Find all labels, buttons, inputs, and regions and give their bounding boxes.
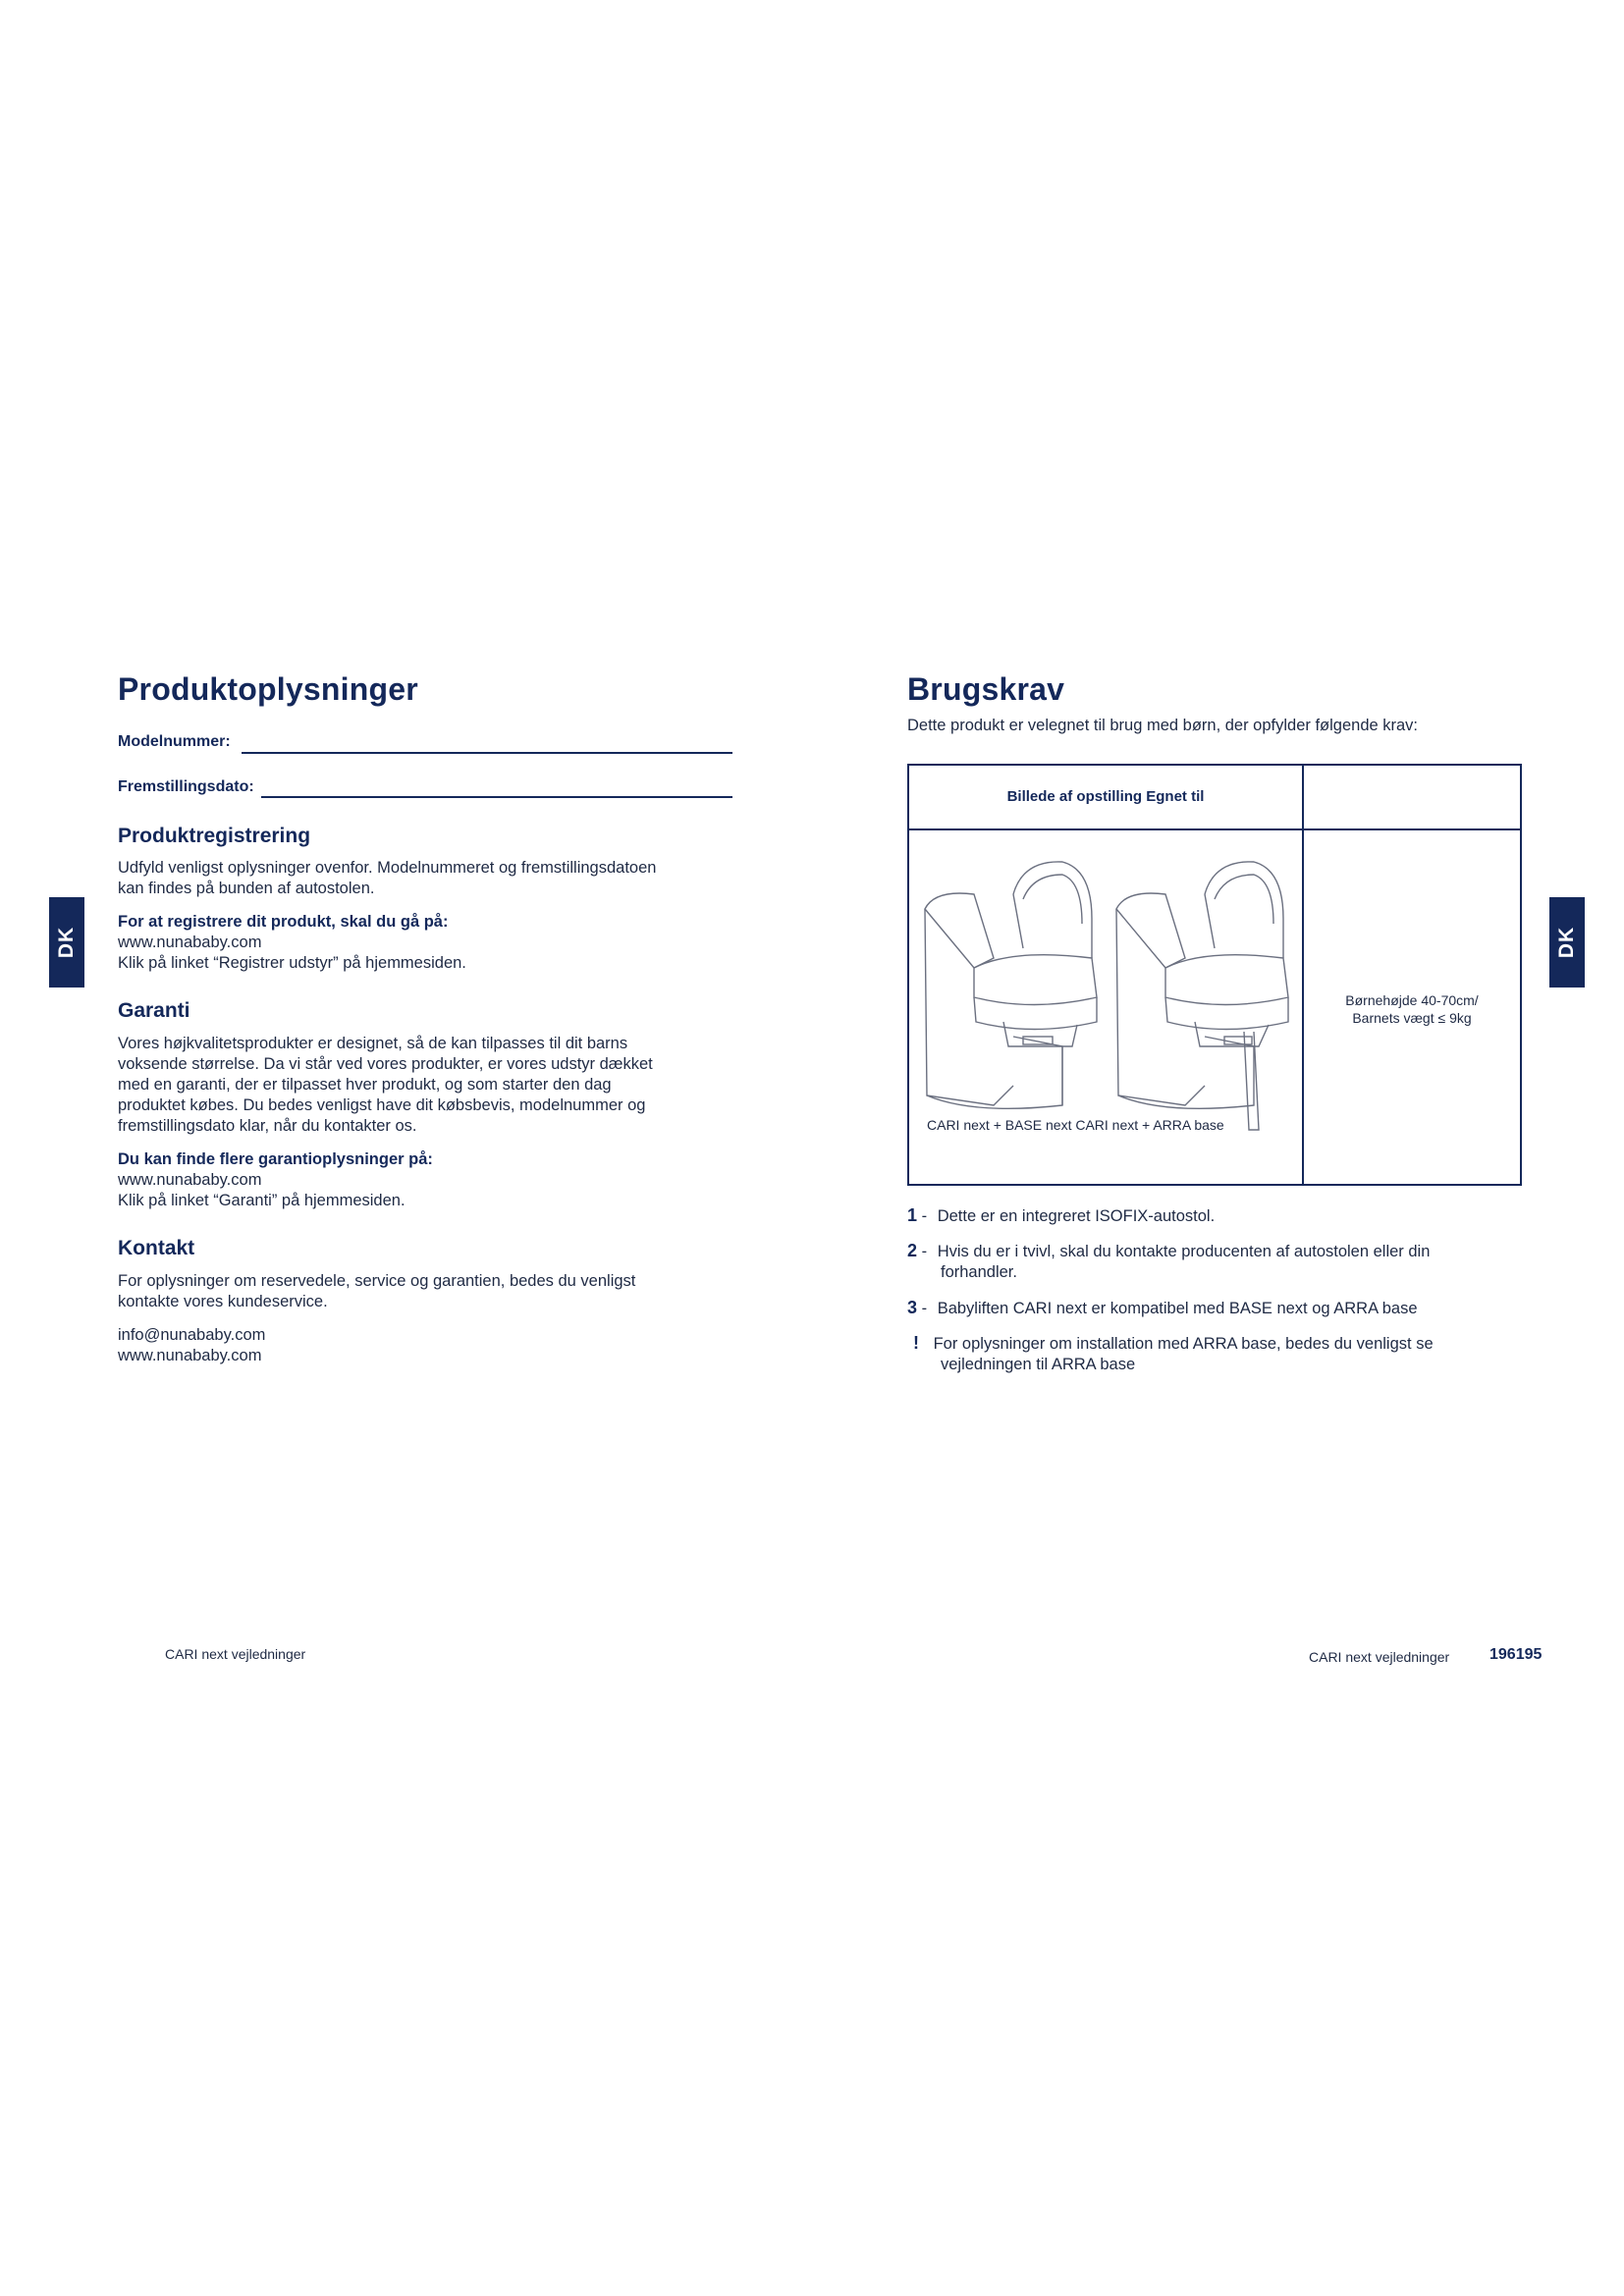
language-tab-label: DK <box>1555 926 1578 959</box>
note-separator: - <box>921 1243 928 1260</box>
text-line: For oplysninger om reservedele, service og garantien, bedes du venligst <box>118 1272 636 1290</box>
registration-heading: Produktregistrering <box>118 825 311 847</box>
note-text: Babyliften CARI next er kompatibel med BASE next og ARRA base <box>937 1300 1418 1317</box>
contact-email-link[interactable]: info@nunababy.com <box>118 1326 266 1344</box>
note-text-continued: forhandler. <box>941 1263 1017 1281</box>
intro-text: Dette produkt er velegnet til brug med børn, der opfylder følgende krav: <box>907 717 1419 734</box>
note-item-2 <box>907 1241 1430 1283</box>
manufacture-date-label: Fremstillingsdato: <box>118 778 254 795</box>
warranty-cta: Du kan finde flere garantioplysninger på: <box>118 1150 433 1168</box>
model-number-label: Modelnummer: <box>118 733 231 750</box>
footer-right: CARI next vejledninger <box>1309 1649 1450 1665</box>
note-text: Dette er en integreret ISOFIX-autostol. <box>937 1207 1216 1225</box>
table-header-empty-cell <box>1303 765 1521 829</box>
text-line: fremstillingsdato klar, når du kontakter os. <box>118 1117 417 1135</box>
language-tab-label: DK <box>55 926 78 959</box>
car-seat-illustration-icon <box>915 850 1308 1145</box>
note-item-warning <box>913 1333 1434 1375</box>
contact-url-link[interactable]: www.nunababy.com <box>118 1347 262 1364</box>
text-line: kontakte vores kundeservice. <box>118 1293 328 1310</box>
note-item-1 <box>907 1205 1215 1227</box>
contact-heading: Kontakt <box>118 1237 195 1259</box>
page-title-right: Brugskrav <box>907 671 1065 707</box>
warranty-link-hint: Klik på linket “Garanti” på hjemmesiden. <box>118 1192 406 1209</box>
language-tab-left <box>49 897 84 988</box>
requirement-text <box>1304 991 1520 1027</box>
table-header-text: Billede af opstilling Egnet til <box>1006 788 1205 805</box>
note-number: 2 <box>907 1241 918 1260</box>
warranty-url-link[interactable]: www.nunababy.com <box>118 1171 262 1189</box>
text-line: med en garanti, der er tilpasset hver produkt, og som starter den dag <box>118 1076 612 1094</box>
registration-cta: For at registrere dit produkt, skal du gå på: <box>118 913 449 931</box>
manufacture-date-field[interactable] <box>261 796 732 798</box>
page-number: 196195 <box>1489 1646 1543 1663</box>
registration-link-hint: Klik på linket “Registrer udstyr” på hjemmesiden. <box>118 954 466 972</box>
requirement-cell <box>1303 829 1521 1185</box>
table-header-cell <box>908 765 1303 829</box>
registration-url-link[interactable]: www.nunababy.com <box>118 934 262 951</box>
registration-text <box>118 858 656 899</box>
warranty-text <box>118 1034 653 1137</box>
note-text: Hvis du er i tvivl, skal du kontakte producenten af autostolen eller din <box>937 1243 1431 1260</box>
footer-left: CARI next vejledninger <box>165 1646 306 1662</box>
illustration-cell <box>908 829 1303 1185</box>
requirement-weight: Barnets vægt ≤ 9kg <box>1352 1010 1472 1026</box>
text-line: Vores højkvalitetsprodukter er designet, så de kan tilpasses til dit barns <box>118 1035 628 1052</box>
text-line: voksende størrelse. Da vi står ved vores produkter, er vores udstyr dækket <box>118 1055 653 1073</box>
warning-icon: ! <box>913 1333 919 1353</box>
illustration-caption: CARI next + BASE next CARI next + ARRA base <box>927 1117 1224 1133</box>
page-title: Produktoplysninger <box>118 671 418 707</box>
model-number-field[interactable] <box>242 752 732 754</box>
contact-links <box>118 1325 265 1366</box>
text-line: kan findes på bunden af autostolen. <box>118 880 375 897</box>
warranty-heading: Garanti <box>118 999 190 1022</box>
note-number: 1 <box>907 1205 918 1225</box>
note-text-continued: vejledningen til ARRA base <box>941 1356 1136 1373</box>
registration-cta-block <box>118 912 466 974</box>
requirements-table <box>907 764 1522 1186</box>
note-text: For oplysninger om installation med ARRA base, bedes du venligst se <box>933 1335 1434 1353</box>
note-item-3 <box>907 1298 1418 1319</box>
text-line: Udfyld venligst oplysninger ovenfor. Modelnummeret og fremstillingsdatoen <box>118 859 657 877</box>
warranty-cta-block <box>118 1149 433 1211</box>
contact-text <box>118 1271 635 1312</box>
note-separator: - <box>921 1300 928 1317</box>
text-line: produktet købes. Du bedes venligst have dit købsbevis, modelnummer og <box>118 1096 646 1114</box>
language-tab-right <box>1549 897 1585 988</box>
note-number: 3 <box>907 1298 918 1317</box>
note-separator: - <box>921 1207 928 1225</box>
requirement-height: Børnehøjde 40-70cm/ <box>1345 992 1479 1008</box>
